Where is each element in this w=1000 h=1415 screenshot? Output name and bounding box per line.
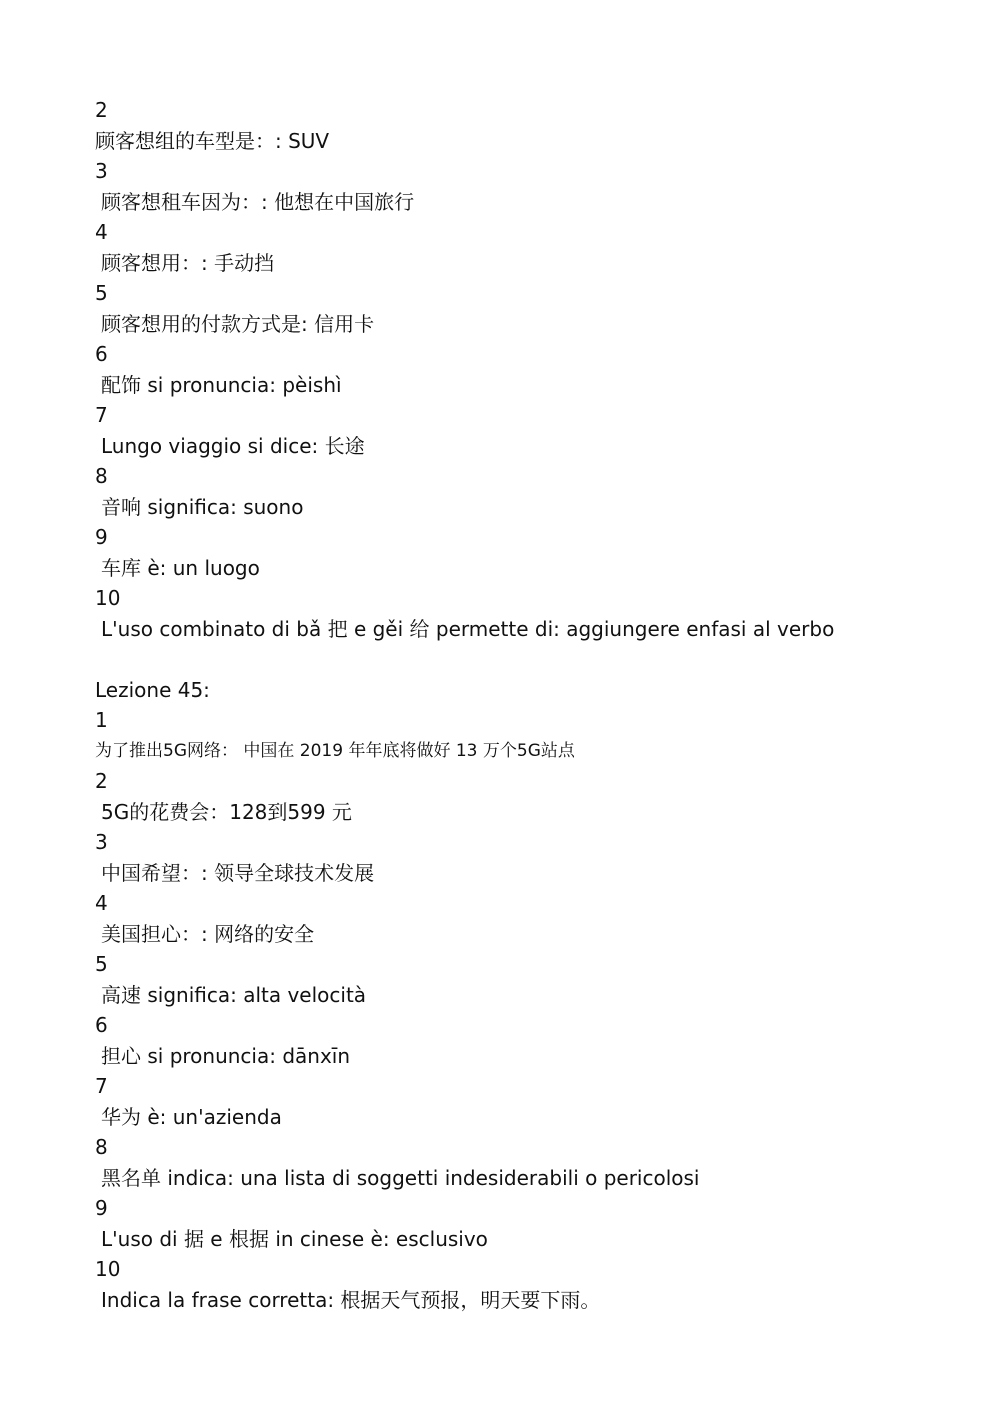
question-number: 1: [95, 708, 108, 732]
question-answer: 顾客想用的付款方式是: 信用卡: [101, 311, 375, 336]
question-item: [95, 827, 975, 888]
question-item: [95, 766, 975, 827]
question-item: [95, 1132, 975, 1193]
question-answer: 中国希望：: 领导全球技术发展: [101, 860, 375, 885]
question-number: 4: [95, 220, 108, 244]
question-item: [95, 1193, 975, 1254]
question-answer: 顾客想用：: 手动挡: [101, 250, 275, 275]
question-answer: L'uso di 据 e 根据 in cinese è: esclusivo: [101, 1226, 488, 1251]
question-item: [95, 583, 975, 644]
question-answer: 为了推出5G网络： 中国在 2019 年年底将做好 13 万个5G站点: [95, 740, 575, 761]
question-item: [95, 522, 975, 583]
question-answer: 高速 significa: alta velocità: [101, 982, 367, 1007]
question-answer: 音响 significa: suono: [101, 494, 304, 519]
question-item: [95, 888, 975, 949]
question-number: 2: [95, 98, 108, 122]
question-item: [95, 1071, 975, 1132]
question-number: 10: [95, 586, 121, 610]
question-item: [95, 1254, 975, 1315]
question-number: 9: [95, 1196, 108, 1220]
question-answer: 顾客想组的车型是：: SUV: [95, 128, 330, 153]
question-answer: 美国担心：: 网络的安全: [101, 921, 315, 946]
question-answer: 5G的花费会：128到599 元: [101, 799, 352, 824]
question-item: [95, 400, 975, 461]
question-number: 7: [95, 1074, 108, 1098]
question-number: 8: [95, 464, 108, 488]
question-answer: L'uso combinato di bǎ 把 e gěi 给 permette di: aggiungere enfasi al verbo: [101, 616, 835, 641]
section-spacer: [95, 644, 975, 675]
question-item: [95, 1010, 975, 1071]
question-number: 8: [95, 1135, 108, 1159]
question-item: [95, 339, 975, 400]
question-number: 2: [95, 769, 108, 793]
question-answer: 顾客想租车因为：: 他想在中国旅行: [101, 189, 415, 214]
question-item: [95, 95, 975, 156]
question-number: 5: [95, 952, 108, 976]
question-answer: Indica la frase corretta: 根据天气预报，明天要下雨。: [101, 1287, 601, 1312]
question-item: [95, 705, 975, 766]
question-list-previous-lesson: [95, 95, 975, 644]
question-number: 10: [95, 1257, 121, 1281]
question-item: [95, 949, 975, 1010]
question-answer: 车库 è: un luogo: [101, 555, 260, 580]
question-number: 3: [95, 159, 108, 183]
section-title: Lezione 45:: [95, 677, 210, 702]
question-answer: 担心 si pronuncia: dānxīn: [101, 1043, 351, 1068]
question-answer: Lungo viaggio si dice: 长途: [101, 433, 365, 458]
question-item: [95, 278, 975, 339]
question-number: 5: [95, 281, 108, 305]
question-number: 6: [95, 342, 108, 366]
question-answer: 黑名单 indica: una lista di soggetti indesiderabili o pericolosi: [101, 1165, 700, 1190]
question-list-lesson-45: [95, 675, 975, 1316]
question-number: 9: [95, 525, 108, 549]
question-item: [95, 461, 975, 522]
question-item: [95, 156, 975, 217]
question-answer: 华为 è: un'azienda: [101, 1104, 282, 1129]
document-page: [95, 95, 975, 1315]
question-number: 7: [95, 403, 108, 427]
question-number: 6: [95, 1013, 108, 1037]
question-answer: 配饰 si pronuncia: pèishì: [101, 372, 342, 397]
question-number: 3: [95, 830, 108, 854]
question-item: [95, 217, 975, 278]
question-number: 4: [95, 891, 108, 915]
